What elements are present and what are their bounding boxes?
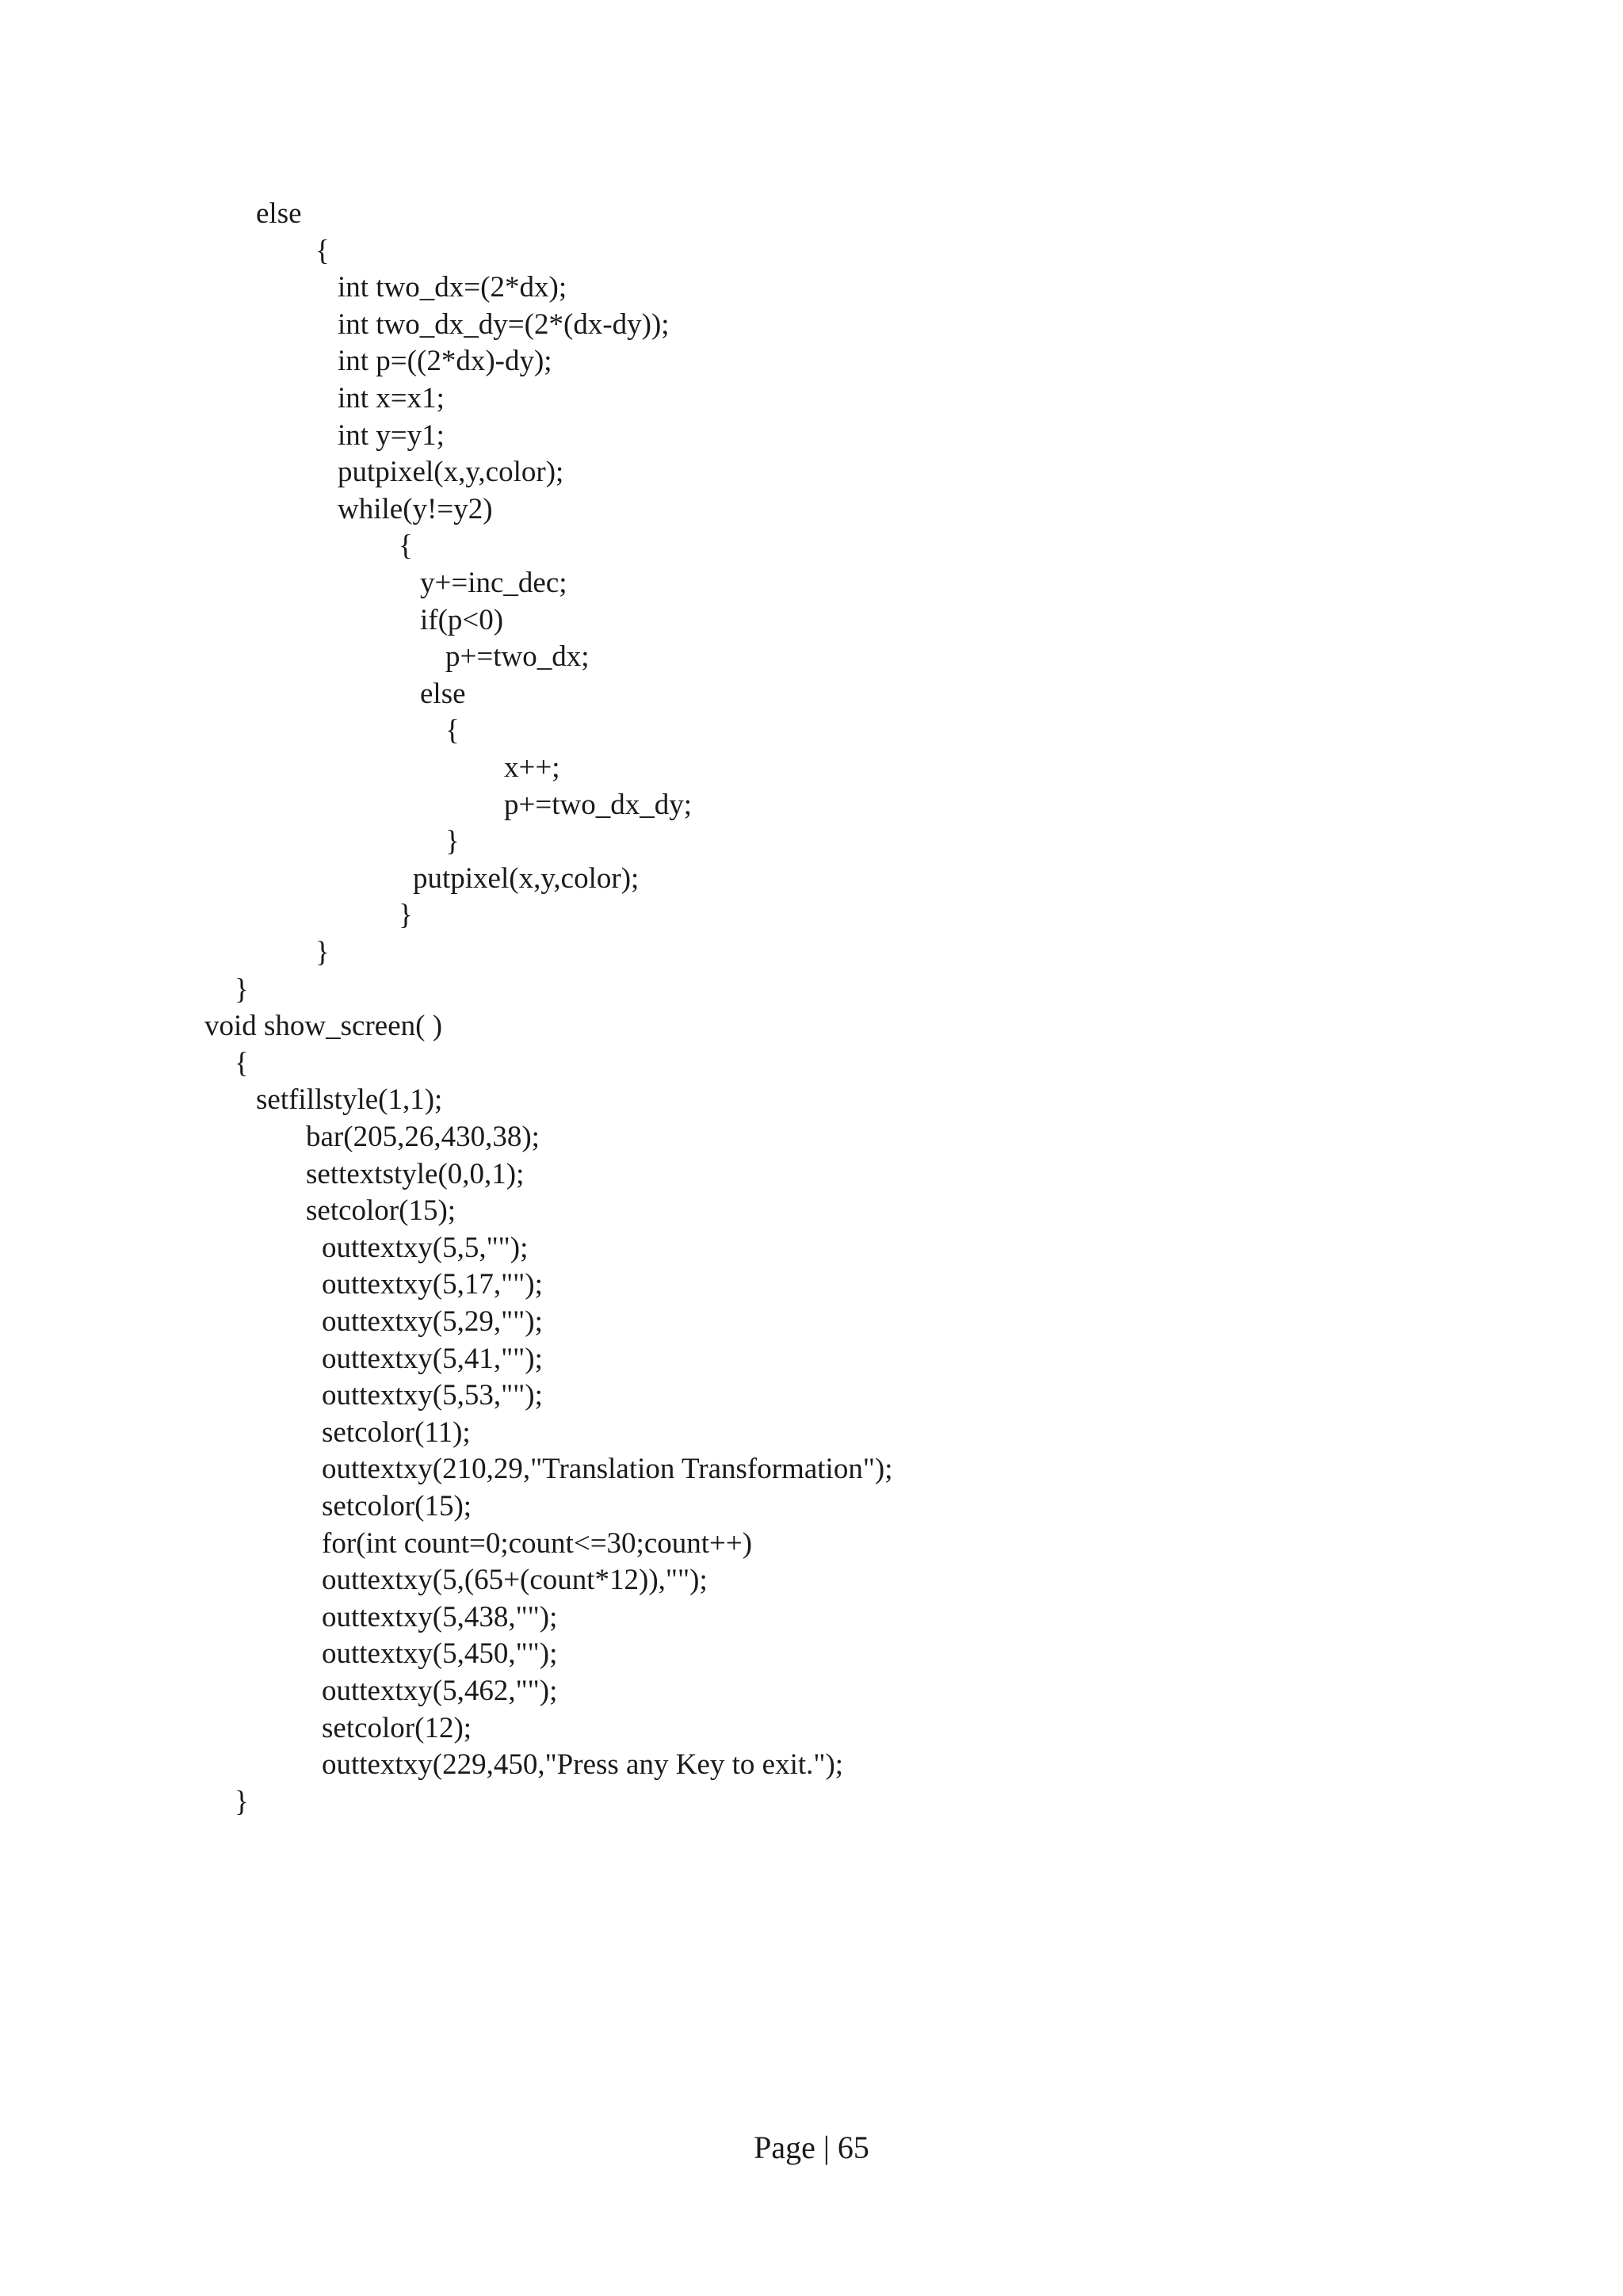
code-line: int y=y1; [338,418,445,452]
code-line: } [315,936,330,968]
code-line: int two_dx=(2*dx); [338,271,567,304]
code-line: if(p<0) [420,603,504,636]
code-line: setcolor(15); [306,1194,456,1228]
code-line: } [445,825,460,858]
code-line: settextstyle(0,0,1); [306,1157,525,1190]
code-line: outtextxy(229,450,"Press any Key to exit."); [322,1748,844,1782]
code-line: p+=two_dx; [445,640,590,674]
code-line: outtextxy(5,438,""); [322,1600,558,1633]
code-line: while(y!=y2) [338,492,493,525]
code-line: int two_dx_dy=(2*(dx-dy)); [338,308,670,341]
code-line: setcolor(15); [322,1490,472,1522]
code-line: putpixel(x,y,color); [413,861,640,895]
code-line: bar(205,26,430,38); [306,1121,540,1153]
code-line: outtextxy(5,5,""); [322,1231,529,1264]
code-line: outtextxy(5,(65+(count*12)),""); [322,1564,708,1597]
page-number: 65 [837,2130,869,2165]
code-line: y+=inc_dec; [420,567,567,599]
code-line: outtextxy(5,53,""); [322,1379,543,1412]
page-label: Page [754,2130,815,2165]
code-line: outtextxy(5,17,""); [322,1268,543,1301]
code-line: } [235,1785,249,1818]
code-line: { [399,529,413,563]
code-line: } [399,899,413,932]
code-line: p+=two_dx_dy; [504,788,693,821]
code-line: int p=((2*dx)-dy); [338,345,552,378]
code-line: else [256,197,302,230]
code-line: void show_screen( ) [204,1010,443,1043]
code-line: setcolor(12); [322,1711,472,1744]
code-line: outtextxy(210,29,"Translation Transformation"); [322,1453,893,1486]
code-line: { [235,1046,249,1079]
code-line: outtextxy(5,462,""); [322,1675,558,1707]
code-line: } [235,972,249,1006]
code-line: { [315,234,330,267]
code-line: outtextxy(5,29,""); [322,1305,543,1338]
code-line: outtextxy(5,41,""); [322,1342,543,1375]
code-line: for(int count=0;count<=30;count++) [322,1526,753,1560]
code-line: putpixel(x,y,color); [338,456,564,489]
code-line: { [445,714,460,747]
code-line: int x=x1; [338,382,445,415]
code-line: x++; [504,751,560,784]
code-line: else [420,677,466,710]
code-line: setcolor(11); [322,1415,471,1449]
page-separator: | [823,2130,830,2165]
code-line: outtextxy(5,450,""); [322,1637,558,1671]
code-line: setfillstyle(1,1); [256,1083,443,1117]
page-footer [0,2128,1623,2168]
